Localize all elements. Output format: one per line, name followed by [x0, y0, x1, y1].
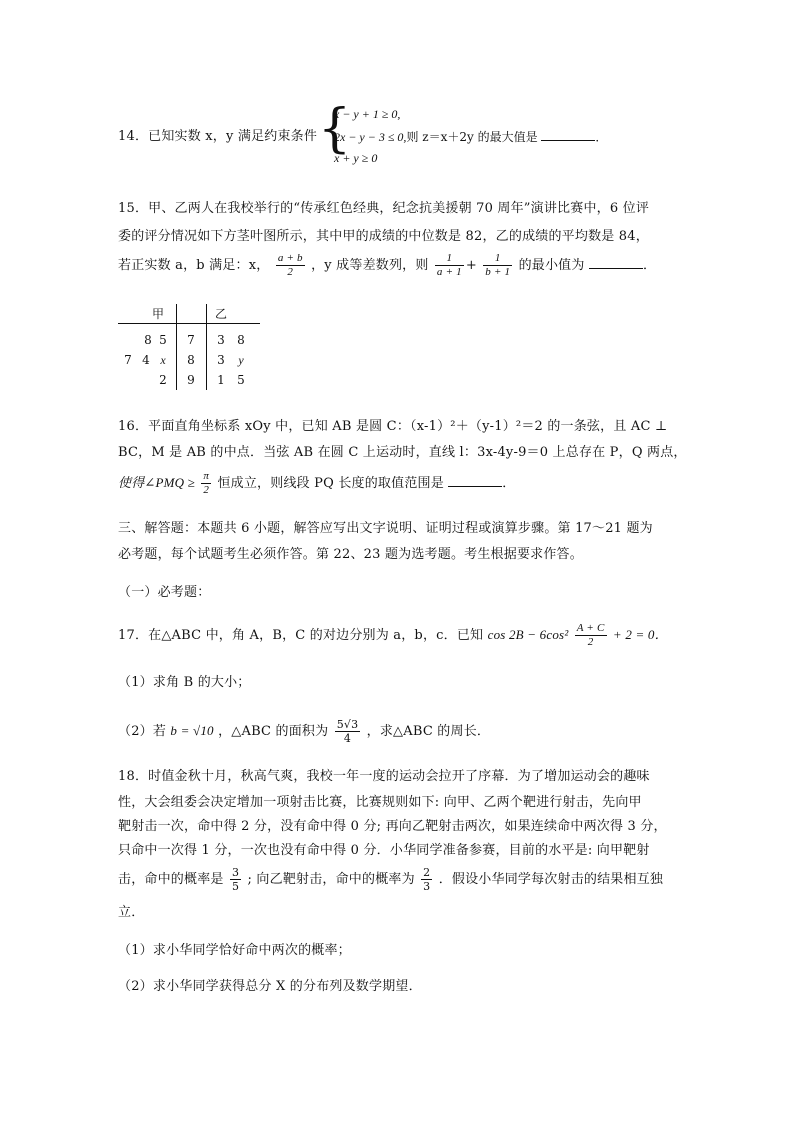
- q15-line-3: 若正实数 a，b 满足：x， $\frac{a + b}{2}$ ，y 成等差数列，则 $\frac{1}{a + 1}$ + $\frac{1}{b + 1}$ 的最小值为 ．: [118, 252, 657, 278]
- q16-line-2: BC，M 是 AB 的中点．当弦 AB 在圆 C 上运动时，直线 l：3x-4y-9＝0 上总存在 P，Q 两点，: [118, 445, 687, 460]
- header-yi: 乙: [214, 307, 227, 321]
- question-17: 17．在△ABC 中，角 A，B，C 的对边分别为 a，b，c．已知 cos 2B − 6cos² $\frac{A + C}{2}$ + 2 = 0．: [118, 622, 668, 648]
- fraction-pi-over-2: $\frac{\pi}{2}$: [203, 470, 210, 496]
- leaf-right: 1: [217, 373, 225, 387]
- q15-line-1: 15．甲、乙两人在我校举行的“传承红色经典，纪念抗美援朝 70 周年”演讲比赛中，6 位评: [118, 201, 650, 216]
- document-page: 14．已知实数 x，y 满足约束条件 { x − y + 1 ≥ 0, 2x − y − 3 ≤ 0,则 z＝x＋2y 的最大值是 ． x + y ≥ 0 15．甲、乙两人在我校举行的“传承红色经典，纪念抗美援朝 70 周年”演讲比赛中，6 位评 委的评分情况如下方茎叶图所示，其中甲的成绩的中位数是 82，乙的成绩的平均数是 84， 若正实数 a，b 满足：x， $\frac{a + b}{2}$ ，y 成等差数列，则 $\frac{1}{a + 1}$ + $\frac{1}{b + 1}$ 的最小值为 ． 甲 乙 8 5 7 3 8 7 4 x 8 3 y 2 9 1 5 16．平面直角坐标系 xOy 中，已知 AB 是圆 C：（x-1）²＋（y-1）²＝2 的一条弦，且 AC ⊥ BC，M 是 AB 的中点．当弦 AB 在圆 C 上运动时，直线 l：3x-4y-9＝0 上总存在 P，Q 两点， 使得∠PMQ ≥ $\frac{\pi}{2}$ 恒成立，则线段 PQ 长度的取值范围是 ． 三、解答题：本题共 6 小题，解答应写出文字说明、证明过程或演算步骤。第 17～21 题为 必考题，每个试题考生必须作答。第 22、23 题为选考题。考生根据要求作答。 （一）必考题： 17．在△ABC 中，角 A，B，C 的对边分别为 a，b，c．已知 cos 2B − 6cos² $\frac{A + C}{2}$ + 2 = 0． （1）求角 B 的大小； （2）若 b = √10 ，△ABC 的面积为 $\frac{5√3}{4}$ ，求△ABC 的周长． 18．时值金秋十月，秋高气爽，我校一年一度的运动会拉开了序幕．为了增加运动会的趣味 性，大会组委会决定增加一项射击比赛，比赛规则如下: 向甲、乙两个靶进行射击，先向甲 靶射击一次，命中得 2 分，没有命中得 0 分; 再向乙靶射击两次，如果连续命中两次得 3 分， 只命中一次得 1 分，一次也没有命中得 0 分．小华同学准备参赛，目前的水平是: 向甲靶射 击，命中的概率是 $\frac{3}{5}$ ; 向乙靶射击，命中的概率为 $\frac{2}{3}$ ．假设小华同学每次射击的结果相互独 立． （1）求小华同学恰好命中两次的概率； （2）求小华同学获得总分 X 的分布列及数学期望．: [118, 99, 687, 994]
- leaf-right: 3: [217, 333, 225, 347]
- answer-blank-14[interactable]: [541, 128, 595, 141]
- leaf-right: 8: [237, 333, 245, 347]
- left-divider: [176, 304, 177, 390]
- q18-line-5: 击，命中的概率是 $\frac{3}{5}$ ; 向乙靶射击，命中的概率为 $\frac{2}{3}$ ．假设小华同学每次射击的结果相互独: [118, 866, 664, 893]
- constraint-2: 2x − y − 3 ≤ 0,: [334, 130, 407, 144]
- section-3-intro-2: 必考题，每个试题考生必须作答。第 22、23 题为选考题。考生根据要求作答。: [118, 547, 583, 562]
- q14-objective: 则 z＝x＋2y 的最大值是: [406, 130, 538, 144]
- q18-line-6: 立．: [118, 905, 145, 920]
- fraction-5root3-over-4: $\frac{5√3}{4}$: [336, 718, 359, 745]
- leaf-left: 4: [142, 353, 150, 367]
- stem-value: 7: [187, 333, 195, 347]
- header-jia: 甲: [151, 307, 164, 321]
- constraint-1: x − y + 1 ≥ 0,: [334, 107, 401, 121]
- question-14: [118, 128, 317, 146]
- q15-line-2: 委的评分情况如下方茎叶图所示，其中甲的成绩的中位数是 82，乙的成绩的平均数是 84，: [118, 229, 649, 244]
- header-rule: [118, 323, 260, 324]
- q17-part-1: （1）求角 B 的大小；: [118, 675, 251, 690]
- required-questions-heading: （一）必考题：: [118, 585, 211, 600]
- q18-line-3: 靶射击一次，命中得 2 分，没有命中得 0 分; 再向乙靶射击两次，如果连续命中两次得 3 分，: [118, 819, 667, 834]
- fraction-1-over-a-plus-1: $\frac{1}{a + 1}$: [436, 252, 462, 278]
- q18-line-2: 性，大会组委会决定增加一项射击比赛，比赛规则如下: 向甲、乙两个靶进行射击，先向甲: [118, 795, 642, 810]
- fraction-2-over-3: $\frac{2}{3}$: [423, 866, 431, 893]
- q14-text: 14．已知实数 x，y 满足约束条件: [118, 129, 318, 144]
- right-divider: [206, 304, 207, 390]
- leaf-right: 5: [237, 373, 245, 387]
- q18-part-1: （1）求小华同学恰好命中两次的概率；: [118, 943, 351, 958]
- q18-line-4: 只命中一次得 1 分，一次也没有命中得 0 分．小华同学准备参赛，目前的水平是: 向甲靶射: [118, 843, 650, 858]
- q16-line-3: 使得∠PMQ ≥ $\frac{\pi}{2}$ 恒成立，则线段 PQ 长度的取值范围是 ．: [118, 470, 516, 496]
- fraction-a-plus-c-over-2: $\frac{A + C}{2}$: [576, 622, 605, 648]
- answer-blank-16[interactable]: [448, 474, 502, 487]
- fraction-3-over-5: $\frac{3}{5}$: [231, 866, 240, 893]
- stem-value: 9: [187, 373, 195, 387]
- fraction-a-plus-b-over-2: $\frac{a + b}{2}$: [277, 252, 303, 278]
- leaf-left: x: [160, 353, 166, 367]
- q17-part-2: （2）若 b = √10 ，△ABC 的面积为 $\frac{5√3}{4}$ ，求△ABC 的周长．: [118, 718, 491, 745]
- q18-line-1: 18．时值金秋十月，秋高气爽，我校一年一度的运动会拉开了序幕．为了增加运动会的趣味: [118, 769, 650, 784]
- leaf-left: 5: [159, 333, 167, 347]
- fraction-1-over-b-plus-1: $\frac{1}{b + 1}$: [485, 252, 511, 278]
- section-3-intro-1: 三、解答题：本题共 6 小题，解答应写出文字说明、证明过程或演算步骤。第 17～21 题为: [118, 521, 653, 536]
- answer-blank-15[interactable]: [589, 256, 643, 269]
- q16-line-1: 16．平面直角坐标系 xOy 中，已知 AB 是圆 C：（x-1）²＋（y-1）²＝2 的一条弦，且 AC ⊥: [118, 419, 668, 434]
- q18-part-2: （2）求小华同学获得总分 X 的分布列及数学期望．: [118, 979, 422, 994]
- constraint-3: x + y ≥ 0: [334, 151, 378, 165]
- leaf-left: 8: [144, 333, 152, 347]
- stem-leaf-plot: [118, 300, 268, 390]
- leaf-right: y: [238, 353, 244, 367]
- leaf-right: 3: [217, 353, 225, 367]
- stem-value: 8: [187, 353, 195, 367]
- leaf-left: 2: [159, 373, 167, 387]
- leaf-left: 7: [124, 353, 132, 367]
- system-brace: {: [318, 99, 352, 159]
